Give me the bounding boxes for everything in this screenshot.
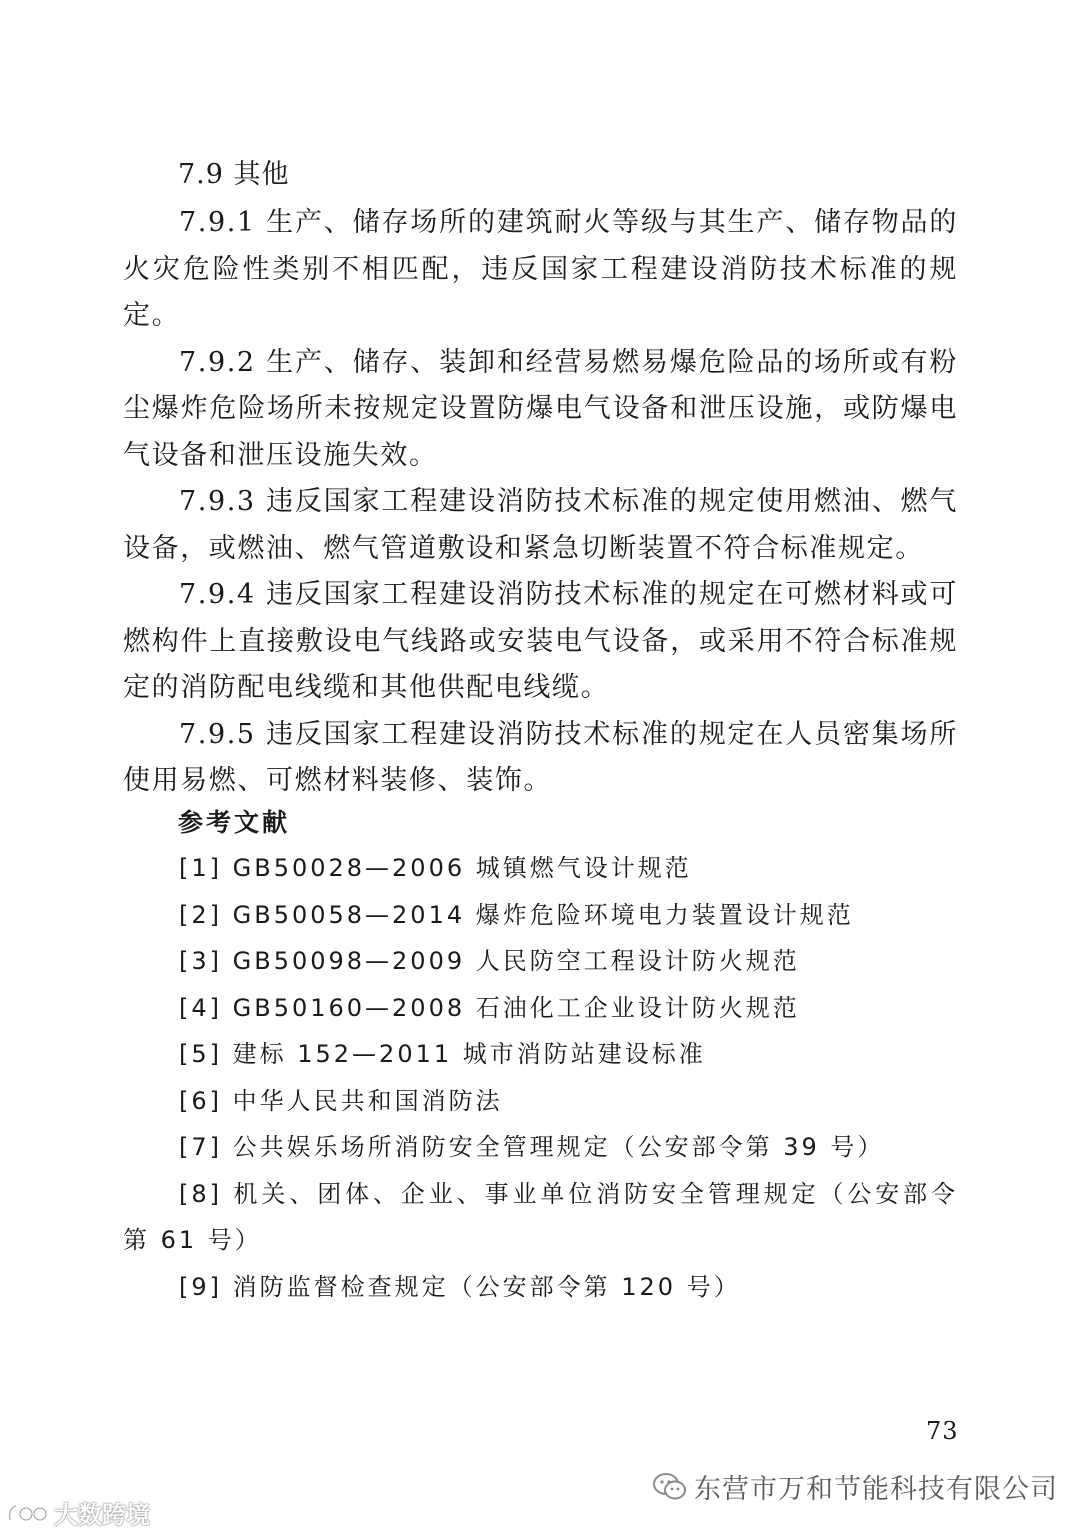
reference-item: [9] 消防监督检查规定（公安部令第 120 号） <box>179 1272 741 1301</box>
account-name: 东营市万和节能科技有限公司 <box>694 1474 1058 1505</box>
references-heading: 参考文献 <box>178 808 291 837</box>
reference-item: [1] GB50028—2006 城镇燃气设计规范 <box>179 854 692 882</box>
brand-name: 大数跨境 <box>54 1501 150 1529</box>
paragraph-7-9-1: 7.9.1 生产、储存场所的建筑耐火等级与其生产、储存物品的火灾危险性类别不相匹配，违反国家工程建设消防技术标准的规定。 <box>123 207 958 331</box>
reference-item: [4] GB50160—2008 石油化工企业设计防火规范 <box>179 993 800 1022</box>
reference-item: [7] 公共娱乐场所消防安全管理规定（公安部令第 39 号） <box>179 1133 885 1161</box>
brand-watermark <box>6 1495 150 1530</box>
account-watermark <box>652 1467 1058 1506</box>
paragraph-7-9-3: 7.9.3 违反国家工程建设消防技术标准的规定使用燃油、燃气设备，或燃油、燃气管道敷设和紧急切断装置不符合标准规定。 <box>123 486 958 564</box>
reference-item: [8] 机关、团体、企业、事业单位消防安全管理规定（公安部令第 61 号） <box>123 1179 958 1254</box>
paragraph-7-9-4: 7.9.4 违反国家工程建设消防技术标准的规定在可燃材料或可燃构件上直接敷设电气线路或安装电气设备，或采用不符合标准规定的消防配电线缆和其他供配电线缆。 <box>123 579 958 703</box>
brand-icon <box>6 1500 50 1526</box>
reference-item: [6] 中华人民共和国消防法 <box>179 1086 503 1115</box>
wechat-icon <box>652 1472 688 1502</box>
page-number: 73 <box>926 1417 959 1445</box>
reference-item: [5] 建标 152—2011 城市消防站建设标准 <box>179 1040 706 1068</box>
paragraph-7-9-5: 7.9.5 违反国家工程建设消防技术标准的规定在人员密集场所使用易燃、可燃材料装修、装饰。 <box>123 718 958 796</box>
section-body <box>123 200 958 805</box>
reference-item: [2] GB50058—2014 爆炸危险环境电力装置设计规范 <box>179 900 854 929</box>
reference-item: [3] GB50098—2009 人民防空工程设计防火规范 <box>179 947 800 975</box>
paragraph-7-9-2: 7.9.2 生产、储存、装卸和经营易燃易爆危险品的场所或有粉尘爆炸危险场所未按规定设置防爆电气设备和泄压设施，或防爆电气设备和泄压设施失效。 <box>123 346 958 471</box>
section-heading: 7.9 其他 <box>178 159 290 190</box>
references-list <box>123 845 958 1310</box>
